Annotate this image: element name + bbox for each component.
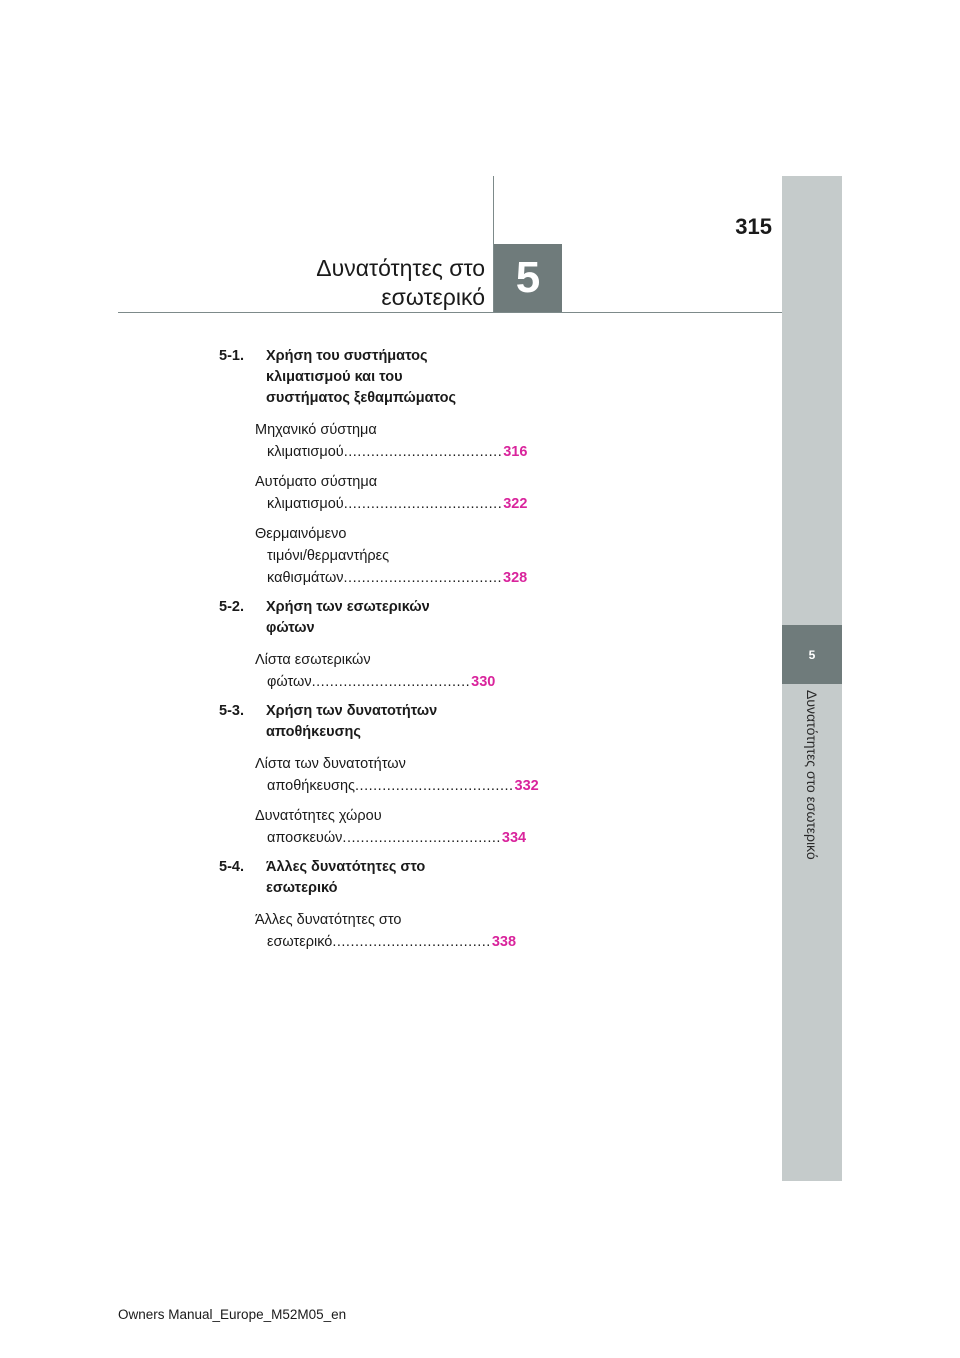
page-link[interactable]: 322 [503, 496, 528, 512]
toc-entry[interactable]: Λίστα εσωτερικών φώτων ................................... 330 [219, 649, 469, 693]
section-number: 5-2. [219, 599, 244, 615]
toc-section-5-4[interactable]: 5-4. Άλλες δυνατότητες στο εσωτερικό [219, 859, 426, 896]
side-chapter-tab[interactable]: 5 [782, 625, 842, 684]
side-chapter-label: Δυνατότητες στο εσωτερικό [804, 690, 820, 860]
toc-section-5-3[interactable]: 5-3. Χρήση των δυνατοτήτων αποθήκευσης [219, 703, 438, 740]
page-link[interactable]: 316 [503, 444, 528, 460]
section-number: 5-3. [219, 703, 244, 719]
toc-section-5-1[interactable]: 5-1. Χρήση του συστήματος κλιματισμού και του συστήματος ξεθαμπώματος [219, 348, 457, 406]
page-number: 315 [735, 214, 772, 239]
toc-entry[interactable]: Μηχανικό σύστημα κλιματισμού ................................... 316 [219, 419, 469, 463]
page-link[interactable]: 328 [503, 570, 528, 586]
section-number: 5-1. [219, 348, 244, 364]
toc-entry[interactable]: Άλλες δυνατότητες στο εσωτερικό ................................... 338 [219, 909, 469, 953]
page-link[interactable]: 334 [501, 830, 527, 846]
page-link[interactable]: 338 [491, 934, 517, 950]
toc-entry[interactable]: Δυνατότητες χώρου αποσκευών ................................... 334 [219, 805, 469, 849]
toc-section-5-2[interactable]: 5-2. Χρήση των εσωτερικών φώτων [219, 599, 430, 636]
page-link[interactable]: 332 [514, 778, 539, 794]
section-number: 5-4. [219, 859, 244, 875]
chapter-number-badge: 5 [494, 244, 562, 312]
toc-entry[interactable]: Αυτόματο σύστημα κλιματισμού ................................... 322 [219, 471, 469, 515]
chapter-title: Δυνατότητες στο εσωτερικό [316, 255, 485, 310]
table-of-contents [219, 346, 539, 961]
toc-entry[interactable]: Θερμαινόμενο τιμόνι/θερμαντήρες καθισμάτων ................................... 328 [219, 523, 469, 589]
footer-manual-id: Owners Manual_Europe_M52M05_en [118, 1307, 347, 1322]
page-link[interactable]: 330 [471, 674, 496, 690]
toc-entry[interactable]: Λίστα των δυνατοτήτων αποθήκευσης ................................... 332 [219, 753, 469, 797]
header-horizontal-rule [118, 312, 782, 313]
